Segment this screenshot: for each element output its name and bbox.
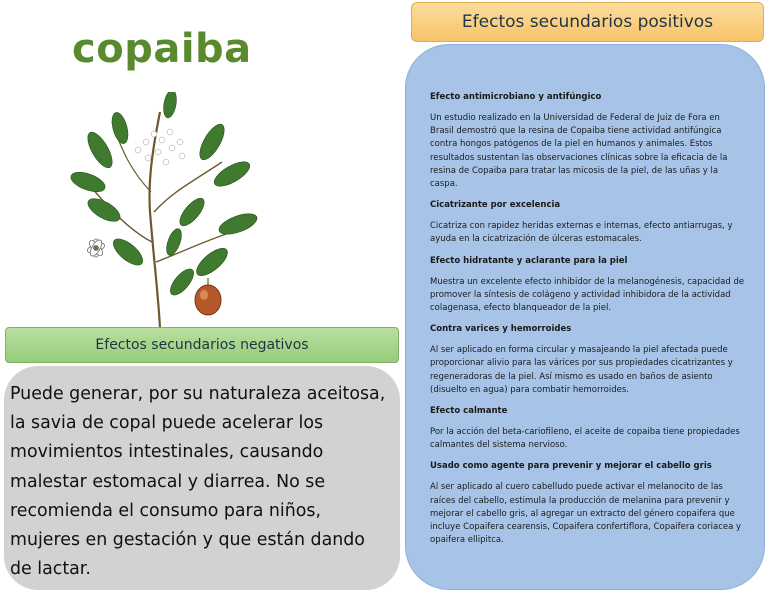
section-title: Efecto hidratante y aclarante para la piel: [430, 255, 628, 266]
section-body: Al ser aplicado en forma circular y masajeando la piel afectada puede proporcionar alivio para las várices por sus propiedades cicatrizantes y regeneradoras de la piel. Así mismo es usado en baños de asiento (disuelto en agua) para combatir hemorroides.: [430, 345, 733, 395]
positive-effects-header: Efectos secundarios positivos: [411, 2, 764, 42]
positive-effects-panel: [405, 44, 765, 590]
page-title: copaiba: [72, 26, 252, 72]
section-body: Un estudio realizado en la Universidad de Federal de Juiz de Fora en Brasil demostró que la resina de Copaiba tiene actividad antifúngica contra hongos patógenos de la piel en humanos y animales. Estos resultados sustentan las observaciones clínicas sobre la eficacia de la resina de Copaiba para tratar las micosis de la piel, de las uñas y la caspa.: [430, 113, 728, 190]
section-title: Efecto antimicrobiano y antifúngico: [430, 92, 602, 102]
section-body: Cicatriza con rapidez heridas externas e internas, efecto antiarrugas, y ayuda en la cicatrización de úlceras estomacales.: [430, 221, 733, 245]
section-body: Al ser aplicado al cuero cabelludo puede activar el melanocito de las raíces del cabello, estimula la producción de melanina para prevenir y mejorar el cabello gris, al agregar un extracto del género copaifera que incluye Copaifera cearensis, Copaifera confertiflora, Copaifera coriacea y opaifera ellipitca.: [430, 482, 742, 546]
negative-effects-header: Efectos secundarios negativos: [5, 327, 399, 363]
copaiba-plant-illustration: [62, 92, 262, 332]
negative-effects-text: Puede generar, por su naturaleza aceitosa, la savia de copal puede acelerar los movimientos intestinales, causando malestar estomacal y diarrea. No se recomienda el consumo para niños, mujeres en gestación y que están dando de lactar.: [4, 366, 400, 590]
section-title: Usado como agente para prevenir y mejorar el cabello gris: [430, 461, 712, 472]
section-title: Efecto calmante: [430, 406, 508, 417]
section-title: Cicatrizante por excelencia: [430, 200, 561, 211]
section-title: Contra varices y hemorroides: [430, 324, 572, 335]
section-body: Por la acción del beta-cariofileno, el aceite de copaiba tiene propiedades calmantes del sistema nervioso.: [430, 427, 740, 451]
section-body: Muestra un excelente efecto inhibidor de la melanogénesis, capacidad de promover la síntesis de colágeno y actividad inhibidora de la actividad colagenasa, efecto blanqueador de la piel.: [430, 276, 745, 314]
